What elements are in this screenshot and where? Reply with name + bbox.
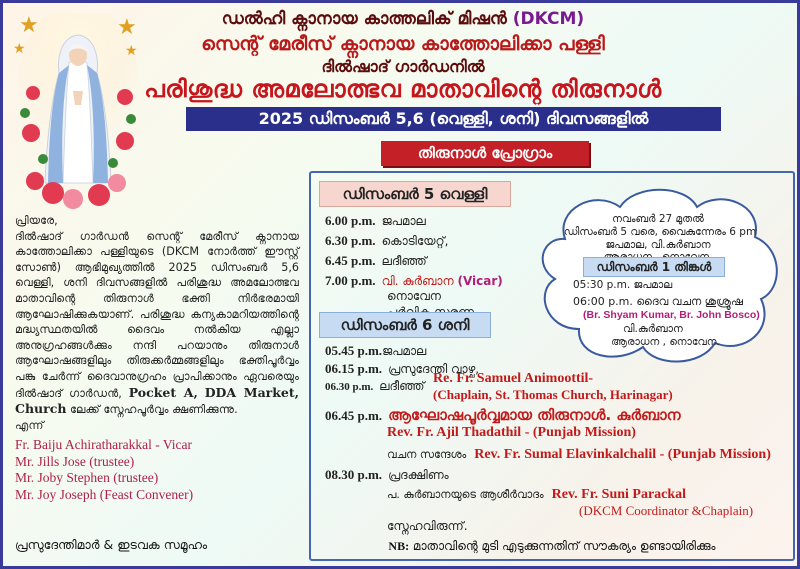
day5-event [325,233,448,249]
fellowship-meal: സ്നേഹവിരുന്ന്. [387,519,468,533]
address-church: Church [15,401,67,417]
day6-event [325,467,449,483]
benediction-label: പ. കുർബാനയുടെ ആശീർവാദം [387,488,544,501]
event-time: 05.45 p.m. [325,343,383,358]
day5-event [325,213,426,229]
address-market: DDA Market, [204,384,299,400]
star-icon: ★ [13,41,26,57]
day6-event [325,379,424,394]
event-celebrant: (Vicar) [457,274,503,288]
event-text: ആഘോഷപൂർവ്വമായ തിരുനാൾ. കുർബാന [388,406,681,424]
day6-label: ഡിസംബർ 6 ശനി [319,312,491,338]
event-text: വി. കുർബാന [381,274,454,288]
dec1-event: ആരാധന , നൊവേന. [611,336,720,348]
note [309,539,795,554]
event-text: പ്രദക്ഷിണം [388,468,449,482]
event-time: 6.00 p.m. [325,213,376,228]
signoff: പ്രസുദേന്തിമാർ & ഇടവക സമൂഹം [15,537,208,552]
celebrant-ajil: Rev. Fr. Ajil Thadathil - (Punjab Mission) [387,425,636,440]
event-text: പ്രസുദേന്തി വാഴ്ച, [388,362,480,376]
dec1-event: 05:30 p.m. ജപമാല [573,279,673,291]
feast-title: പരിശുദ്ധ അമലോത്ഭവ മാതാവിന്റെ തിരുനാൾ [144,75,662,103]
invitation-text [15,213,299,433]
cloud-line1: നവംബർ 27 മുതൽ [612,213,704,225]
day6-homily [387,447,771,463]
event-text: കൊടിയേറ്റ്, [381,234,449,248]
church-name: സെന്റ് മേരീസ് ക്നാനായ കാത്തോലിക്കാ പള്ളി [201,33,605,55]
invitation-closing: ലേക്ക് സ്നേഹപൂർവ്വം ക്ഷണിക്കുന്നു. [69,403,238,417]
event-time: 06.15 p.m. [325,361,383,376]
note-label: NB: [388,539,410,553]
event-time: 6.30 p.m. [325,233,376,248]
location-line: ദിൽഷാദ് ഗാർഡനിൽ [321,57,485,76]
star-icon: ★ [19,13,39,38]
note-text: മാതാവിന്റെ മുടി എടുക്കുന്നതിന് സൗകര്യം ഉണ്ടായിരിക്കും [412,539,716,553]
mission-name: ഡൽഹി ക്നാനായ കാത്തലിക് മിഷൻ [221,9,507,29]
invitation-ennu: എന്ന് [15,418,44,432]
organizer-name: Fr. Baiju Achiratharakkal - Vicar [15,437,193,452]
day5-label: ഡിസംബർ 5 വെള്ളി [319,181,511,207]
event-text: ലദീഞ്ഞ് [379,379,425,393]
day5-event [325,253,427,269]
event-time: 6.45 p.m. [325,253,376,268]
homily-label: വചന സന്ദേശം [387,448,467,461]
star-icon: ★ [117,15,137,40]
mary-illustration [13,13,143,211]
event-text: ജപമാല [382,344,427,358]
event-time: 06.45 p.m. [325,408,383,423]
day6-benediction [387,487,686,503]
organizer-name: Mr. Joby Stephen (trustee) [15,470,159,485]
star-icon: ★ [125,43,138,59]
organizer-name: Mr. Joy Joseph (Feast Convener) [15,486,194,502]
dec1-event: വി.കുർബാന [623,323,683,335]
homily-speaker: Rev. Fr. Sumal Elavinkalchalil - (Punjab Mission) [474,447,771,462]
invitation-body: ദിൽഷാദ് ഗാർഡൻ സെന്റ് മേരീസ് ക്നാനായ കാത്തോലിക്കാ പള്ളിയുടെ (DKCM നോർത്ത് ഈസ്റ്റ് സോൺ) ആഭിമുഖ്യത്തിൽ 2025 ഡിസംബർ 5,6 വെള്ളി, ശനി ദിവസങ്ങളിൽ പരിശുദ്ധ അമലോത്ഭവ മാതാവിന്റെ തിരുനാൾ ഭക്തി നിർഭരമായി ആഘോഷിക്കുകയാണ്. പരിശുദ്ധ കന്യകാമറിയത്തിന്റെ മദ്ധ്യസ്ഥതയിൽ ദൈവം നൽകിയ എല്ലാ അനുഗ്രഹങ്ങൾക്കും നന്ദി പറയാനും തിരുനാൾ ആഘോഷങ്ങളിലും തിരുക്കർമ്മങ്ങളിലും ഭക്തിപൂർവ്വം പങ്കു ചേർന്ന് ദൈവാനുഗ്രഹം പ്രാപിക്കാനും ഏവരെയും ദിൽഷാദ് ഗാർഡൻ, [15,229,299,400]
day5-novena: നൊവേന [387,289,441,303]
celebrant-samuel-church: (Chaplain, St. Thomas Church, Harinagar) [433,387,673,402]
benediction-role: (DKCM Coordinator &Chaplain) [579,503,754,518]
day5-event [325,273,503,289]
dec1-event: 06:00 p.m. ദൈവ വചന ശുശ്രൂഷ [573,295,743,308]
greeting: പ്രിയരേ, [15,214,58,227]
program-label: തിരുനാൾ പ്രോഗ്രാം [381,141,589,166]
day6-event [325,343,426,359]
date-band: 2025 ഡിസംബർ 5,6 (വെള്ളി, ശനി) ദിവസങ്ങളിൽ [186,107,721,131]
dkcm-label: (DKCM) [512,9,585,29]
event-time: 08.30 p.m. [325,467,383,482]
celebrant-samuel: Re. Fr. Samuel Animoottil- [433,371,594,386]
dec1-speakers: (Br. Shyam Kumar, Br. John Bosco) [583,309,760,321]
organizer-list [15,437,193,503]
event-text: ജപമാല [381,214,426,228]
event-text: ലദീഞ്ഞ് [381,254,427,268]
day6-event [325,406,681,424]
benediction-celebrant: Rev. Fr. Suni Parackal [551,487,687,502]
cloud-line3: ജപമാല, വി.കുർബാന [605,239,711,251]
event-time: 7.00 p.m. [325,273,376,288]
cloud-line2: ഡിസംബർ 5 വരെ, വൈകുന്നേരം 6 pm [563,226,757,238]
address-pocket: Pocket A, [128,384,198,400]
dec1-label: ഡിസംബർ 1 തിങ്കൾ [583,257,725,277]
event-time: 06.30 p.m. [325,381,374,393]
mary-figure-icon [13,13,143,211]
organizer-name: Mr. Jills Jose (trustee) [15,453,135,469]
